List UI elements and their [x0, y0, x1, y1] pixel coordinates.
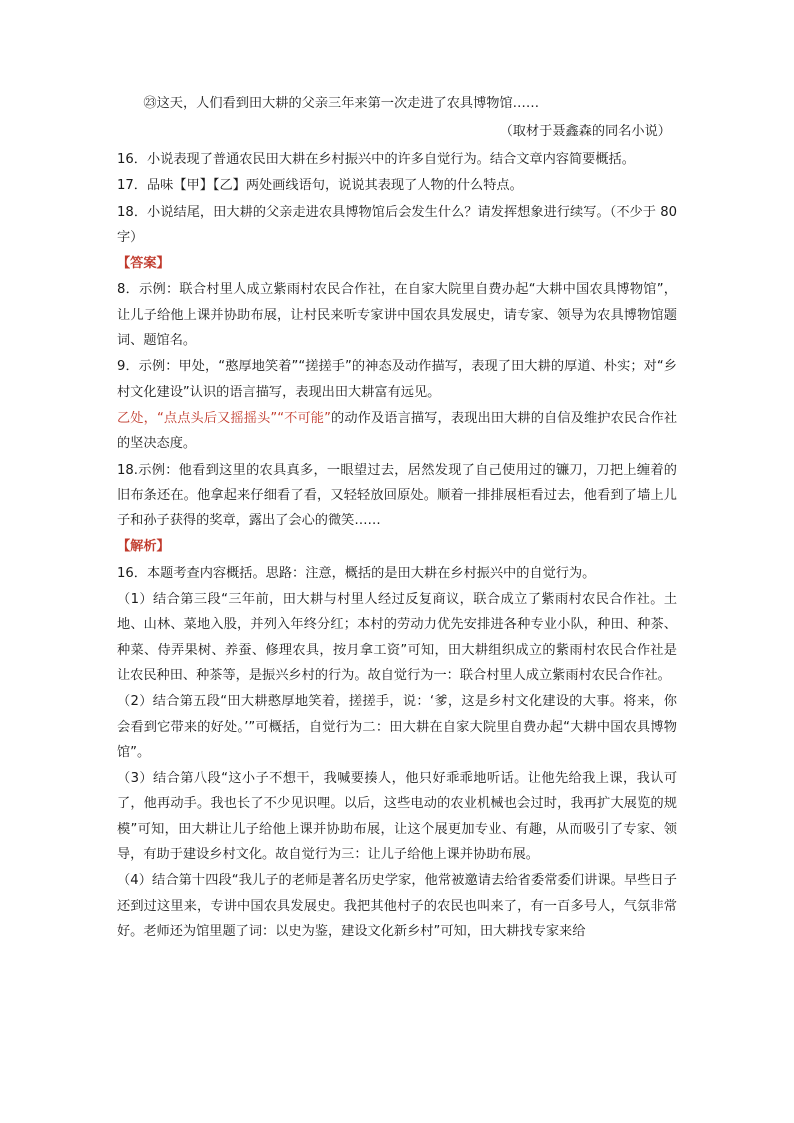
answer-18: 18.示例：他看到这里的农具真多，一眼望过去，居然发现了自己使用过的镰刀，刀把上缠着的旧布条还在。他拿起来仔细看了看，又轻轻放回原处。顺着一排排展柜看过去，他看到了墙上儿子和孙子获得的奖章，露出了会心的微笑…… — [117, 462, 677, 529]
analysis-point-1: （1）结合第三段“三年前，田大耕与村里人经过反复商议，联合成立了紫雨村农民合作社。土地、山林、菜地入股，并列入年终分红；本村的劳动力优先安排进各种专业小队，种田、种茶、种菜、侍弄果树、养蚕、修理农具，按月拿工资”可知，田大耕组织成立的紫雨村农民合作社是让农民种田、种茶等，是振兴乡村的行为。故自觉行为一：联合村里人成立紫雨村农民合作社。 — [117, 592, 677, 683]
answer-heading: 【答案】 — [117, 256, 170, 272]
answer-9-highlight: “点点头后又摇摇头”“不可能” — [156, 410, 331, 426]
analysis-heading: 【解析】 — [117, 539, 170, 555]
document-page — [117, 92, 677, 945]
question-18: 18．小说结尾，田大耕的父亲走进农具博物馆后会发生什么？请发挥想象进行续写。（不少于 80 字） — [117, 204, 677, 245]
analysis-point-2: （2）结合第五段“田大耕憨厚地笑着，搓搓手，说：‘爹，这是乡村文化建设的大事。将来，你会看到它带来的好处。’”可概括，自觉行为二：田大耕在自家大院里自费办起“大耕中国农具博物馆”。 — [117, 694, 677, 760]
source-note: （取材于聂鑫森的同名小说） — [499, 123, 671, 139]
analysis-intro: 16．本题考查内容概括。思路：注意，概括的是田大耕在乡村振兴中的自觉行为。 — [117, 565, 596, 581]
answer-9-suffix: 的动作及语言描写，表现出田大耕的自信及维护农民合作社的坚决态度。 — [117, 410, 678, 452]
answer-8: 8．示例：联合村里人成立紫雨村农民合作社，在自家大院里自费办起“大耕中国农具博物馆”，让儿子给他上课并协助布展，让村民来听专家讲中国农具发展史，请专家、领导为农具博物馆题词、题馆名。 — [117, 282, 677, 349]
analysis-point-3: （3）结合第八段“这小子不想干，我喊要揍人，他只好乖乖地听话。让他先给我上课，我认可了，他再动手。我也长了不少见识哩。以后，这些电动的农业机械也会过时，我再扩大展览的规模”可知，田大耕让儿子给他上课并协助布展，让这个展更加专业、有趣，从而吸引了专家、领导，有助于建设乡村文化。故自觉行为三：让儿子给他上课并协助布展。 — [117, 771, 677, 863]
question-16: 16．小说表现了普通农民田大耕在乡村振兴中的许多自觉行为。结合文章内容简要概括。 — [117, 152, 635, 167]
passage-last-paragraph: ㉓这天，人们看到田大耕的父亲三年来第一次走进了农具博物馆…… — [143, 96, 540, 111]
question-17: 17．品味【甲】【乙】两处画线语句，说说其表现了人物的什么特点。 — [117, 178, 523, 194]
answer-9: 9．示例：甲处，“憨厚地笑着”“搓搓手”的神态及动作描写，表现了田大耕的厚道、朴实；对“乡村文化建设”认识的语言描写，表现出田大耕富有远见。 — [117, 359, 677, 400]
answer-9-part-b — [117, 406, 677, 457]
answer-9-prefix: 乙处， — [117, 410, 157, 426]
analysis-point-4: （4）结合第十四段“我儿子的老师是著名历史学家，他常被邀请去给省委常委们讲课。早些日子还到过这里来，专讲中国农具发展史。我把其他村子的农民也叫来了，有一百多号人，气氛非常好。老师还为馆里题了词：以史为鉴，建设文化新乡村”可知，田大耕找专家来给 — [117, 873, 677, 939]
